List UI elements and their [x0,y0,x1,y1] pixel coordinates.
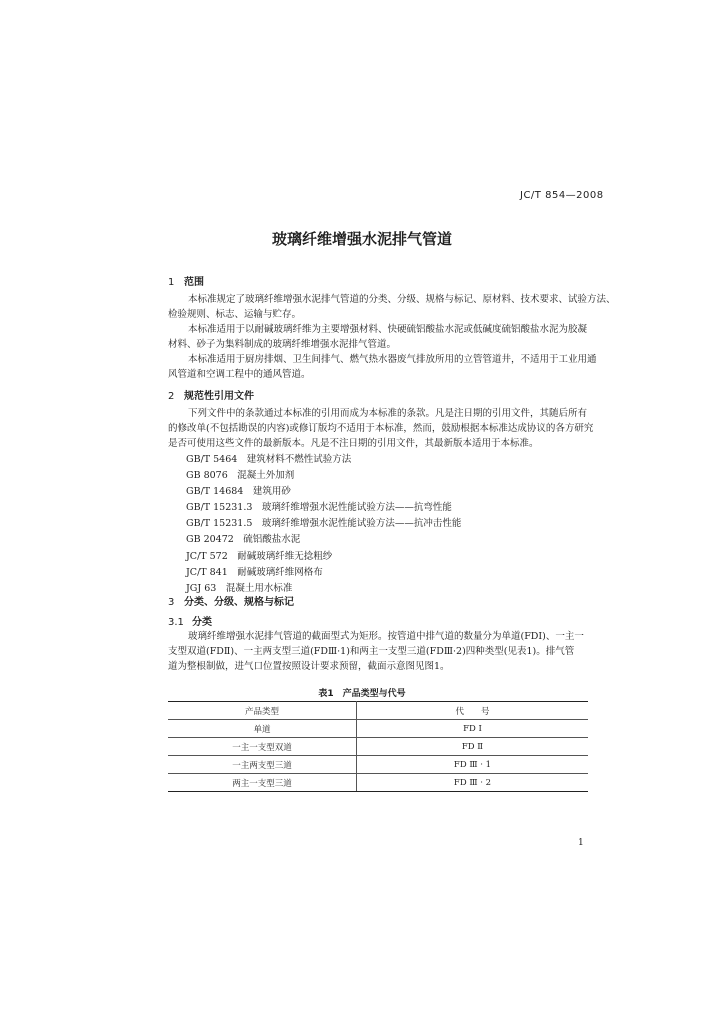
reference-item: GB/T 15231.5 玻璃纤维增强水泥性能试验方法——抗冲击性能 [186,518,462,530]
standard-code: JC/T 854—2008 [520,190,604,201]
subsection-title: 分类 [192,617,212,628]
page-number: 1 [578,838,584,848]
paragraph-line: 风管道和空调工程中的通风管道。 [168,369,311,380]
reference-item: GB/T 5464 建筑材料不燃性试验方法 [186,454,352,465]
table-cell: 单道 [168,720,357,738]
section-2-heading [168,387,254,402]
table-caption: 表1 产品类型与代号 [318,689,406,699]
table-cell: 两主一支型三道 [168,774,357,792]
section-1-body [168,292,616,382]
table-header-row [168,702,588,720]
table-cell: FD Ⅲ · 2 [357,774,589,792]
reference-item: GB 20472 硫铝酸盐水泥 [186,534,301,546]
section-2-body [168,406,593,451]
product-type-table [168,701,588,792]
section-title: 规范性引用文件 [184,391,254,402]
paragraph-line: 本标准适用于厨房排烟、卫生间排气、燃气热水器废气排放所用的立管管道井，不适用于工业用通 [188,354,597,365]
section-number: 2 [168,391,175,402]
paragraph-line: 本标准适用于以耐碱玻璃纤维为主要增强材料、快硬硫铝酸盐水泥或低碱度硫铝酸盐水泥为胶凝 [188,324,588,335]
table-row [168,774,588,792]
table-row [168,720,588,738]
paragraph-line: 支型双道(FDⅡ)、一主两支型三道(FDⅢ·1)和两主一支型三道(FDⅢ·2)四种类型(见表1)。排气管 [168,646,575,657]
column-header: 产品类型 [168,702,357,720]
normative-references-list [186,452,461,597]
section-3-body [168,629,584,674]
table-row [168,738,588,756]
table-cell: 一主两支型三道 [168,756,357,774]
table-cell: FD Ⅲ · 1 [357,756,589,774]
paragraph-line: 下列文件中的条款通过本标准的引用而成为本标准的条款。凡是注日期的引用文件，其随后所有 [188,408,588,419]
section-number: 3 [168,597,175,608]
reference-item: JC/T 841 耐碱玻璃纤维网格布 [186,566,323,578]
subsection-number: 3.1 [168,617,184,628]
reference-item: GB/T 15231.3 玻璃纤维增强水泥性能试验方法——抗弯性能 [186,502,452,514]
subsection-3-1-heading [168,613,212,628]
column-header: 代 号 [357,702,589,720]
section-title: 分类、分级、规格与标记 [184,597,294,608]
section-title: 范围 [184,277,204,288]
paragraph-line: 玻璃纤维增强水泥排气管道的截面型式为矩形。按管道中排气道的数量分为单道(FDⅠ)、一主一 [188,631,584,642]
paragraph-line: 道为整根制做，进气口位置按照设计要求预留，截面示意图见图1。 [168,661,450,672]
paragraph-line: 材料、砂子为集料制成的玻璃纤维增强水泥排气管道。 [168,339,397,350]
table-cell: 一主一支型双道 [168,738,357,756]
table-row [168,756,588,774]
reference-item: GB 8076 混凝土外加剂 [186,470,295,482]
reference-item: JGJ 63 混凝土用水标准 [186,582,293,594]
paragraph-line: 本标准规定了玻璃纤维增强水泥排气管道的分类、分级、规格与标记、原材料、技术要求、试验方法、 [188,294,616,305]
table-cell: FD Ⅰ [357,720,589,738]
paragraph-line: 检验规则、标志、运输与贮存。 [168,309,302,320]
section-1-heading [168,273,204,288]
section-3-heading [168,593,294,608]
paragraph-line: 的修改单(不包括勘误的内容)或修订版均不适用于本标准，然而，鼓励根据本标准达成协议的各方研究 [168,423,594,434]
section-number: 1 [168,277,175,288]
table-cell: FD Ⅱ [357,738,589,756]
paragraph-line: 是否可使用这些文件的最新版本。凡是不注日期的引用文件，其最新版本适用于本标准。 [168,438,539,449]
document-title: 玻璃纤维增强水泥排气管道 [271,230,452,248]
reference-item: GB/T 14684 建筑用砂 [186,486,291,498]
reference-item: JC/T 572 耐碱玻璃纤维无捻粗纱 [186,550,333,562]
